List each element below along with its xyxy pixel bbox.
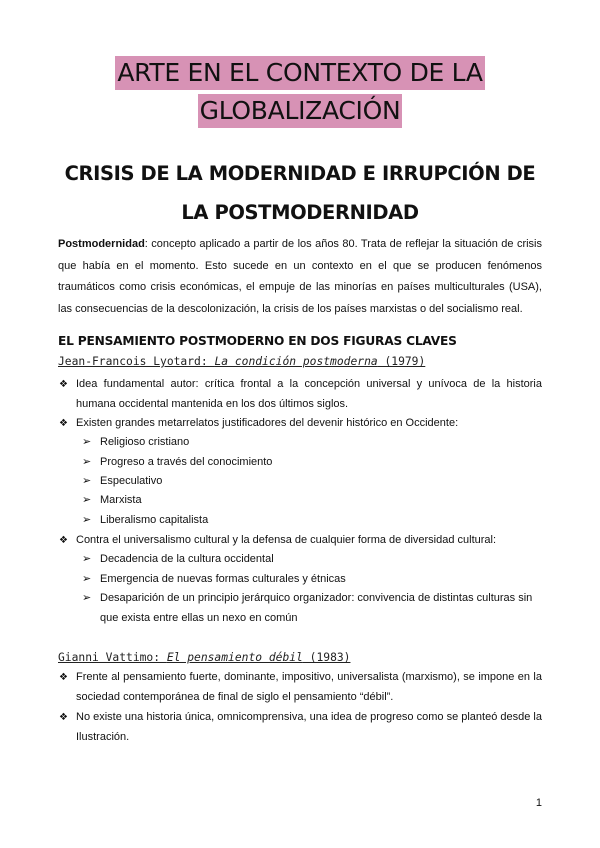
arrow-icon: ➢ [82, 456, 92, 468]
list-item [59, 375, 542, 414]
list-item [82, 550, 542, 570]
lyotard-bullet-2: Existen grandes metarrelatos justificadores del devenir histórico en Occidente: [76, 417, 459, 429]
intro-paragraph [58, 234, 542, 320]
lyotard-sub-3: Especulativo [100, 475, 163, 487]
vattimo-year: (1983) [302, 651, 351, 664]
intro-text: : concepto aplicado a partir de los años 80. Trata de reflejar la situación de crisis que había en el momento. Esto sucede en un contexto en el que se producen fenómenos traumáticos como crisis económicas, el empuje de las minorías en países multiculturales (USA), las consecuencias de la descolonización, la crisis de los países marxistas o del socialismo real. [58, 238, 542, 315]
list-item [82, 570, 542, 590]
lyotard-sub-8: Desaparición de un principio jerárquico organizador: convivencia de distintas culturas sin que exista entre ellas un nexo en común [100, 592, 533, 624]
lyotard-year: (1979) [377, 355, 426, 368]
section-heading: EL PENSAMIENTO POSTMODERNO EN DOS FIGURAS CLAVES [58, 334, 457, 348]
lyotard-author: Jean-Francois Lyotard: [58, 355, 215, 368]
vattimo-heading [58, 651, 350, 664]
vattimo-work: El pensamiento débil [166, 651, 303, 664]
list-item [59, 668, 542, 707]
lyotard-sub-5: Liberalismo capitalista [100, 514, 209, 526]
list-item [82, 491, 542, 511]
list-item [82, 472, 542, 492]
lyotard-sub-6: Decadencia de la cultura occidental [100, 553, 274, 565]
list-item [82, 511, 542, 531]
lyotard-sub-2: Progreso a través del conocimiento [100, 456, 273, 468]
list-item [82, 433, 542, 453]
list-item [59, 708, 542, 747]
bullet-icon: ❖ [59, 712, 68, 723]
arrow-icon: ➢ [82, 475, 92, 487]
arrow-icon: ➢ [82, 514, 92, 526]
arrow-icon: ➢ [82, 573, 92, 585]
vattimo-author: Gianni Vattimo: [58, 651, 167, 664]
lyotard-work: La condición postmoderna [214, 355, 378, 368]
bullet-icon: ❖ [59, 379, 68, 390]
title-line-1: ARTE EN EL CONTEXTO DE LA [115, 56, 484, 90]
intro-term: Postmodernidad [58, 238, 145, 250]
lyotard-bullet-3: Contra el universalismo cultural y la defensa de cualquier forma de diversidad cultural: [76, 534, 497, 546]
page-number: 1 [535, 797, 542, 809]
bullet-icon: ❖ [59, 535, 68, 546]
main-heading-line-1: CRISIS DE LA MODERNIDAD E IRRUPCIÓN DE [64, 162, 536, 185]
lyotard-sub-7: Emergencia de nuevas formas culturales y étnicas [100, 573, 346, 585]
list-item [59, 531, 542, 551]
main-heading-line-2: LA POSTMODERNIDAD [181, 201, 419, 224]
bullet-icon: ❖ [59, 418, 68, 429]
list-item [59, 414, 542, 434]
arrow-icon: ➢ [82, 494, 92, 506]
arrow-icon: ➢ [82, 553, 92, 565]
vattimo-bullet-1: Frente al pensamiento fuerte, dominante, impositivo, universalista (marxismo), se impone en la sociedad contemporánea de final de siglo el pensamiento “débil”. [76, 671, 542, 703]
bullet-icon: ❖ [59, 672, 68, 683]
lyotard-heading [58, 355, 425, 368]
lyotard-bullet-1: Idea fundamental autor: crítica frontal a la concepción universal y unívoca de la historia humana occidental mantenida en los dos últimos siglos. [76, 378, 542, 410]
arrow-icon: ➢ [82, 592, 92, 604]
arrow-icon: ➢ [82, 436, 92, 448]
list-item [82, 589, 542, 628]
lyotard-sub-1: Religioso cristiano [100, 436, 190, 448]
document-title [0, 56, 600, 128]
vattimo-bullet-2: No existe una historia única, omnicomprensiva, una idea de progreso como se planteó desde la Ilustración. [76, 711, 542, 743]
lyotard-sub-4: Marxista [100, 494, 142, 506]
title-line-2: GLOBALIZACIÓN [198, 94, 403, 128]
list-item [82, 453, 542, 473]
